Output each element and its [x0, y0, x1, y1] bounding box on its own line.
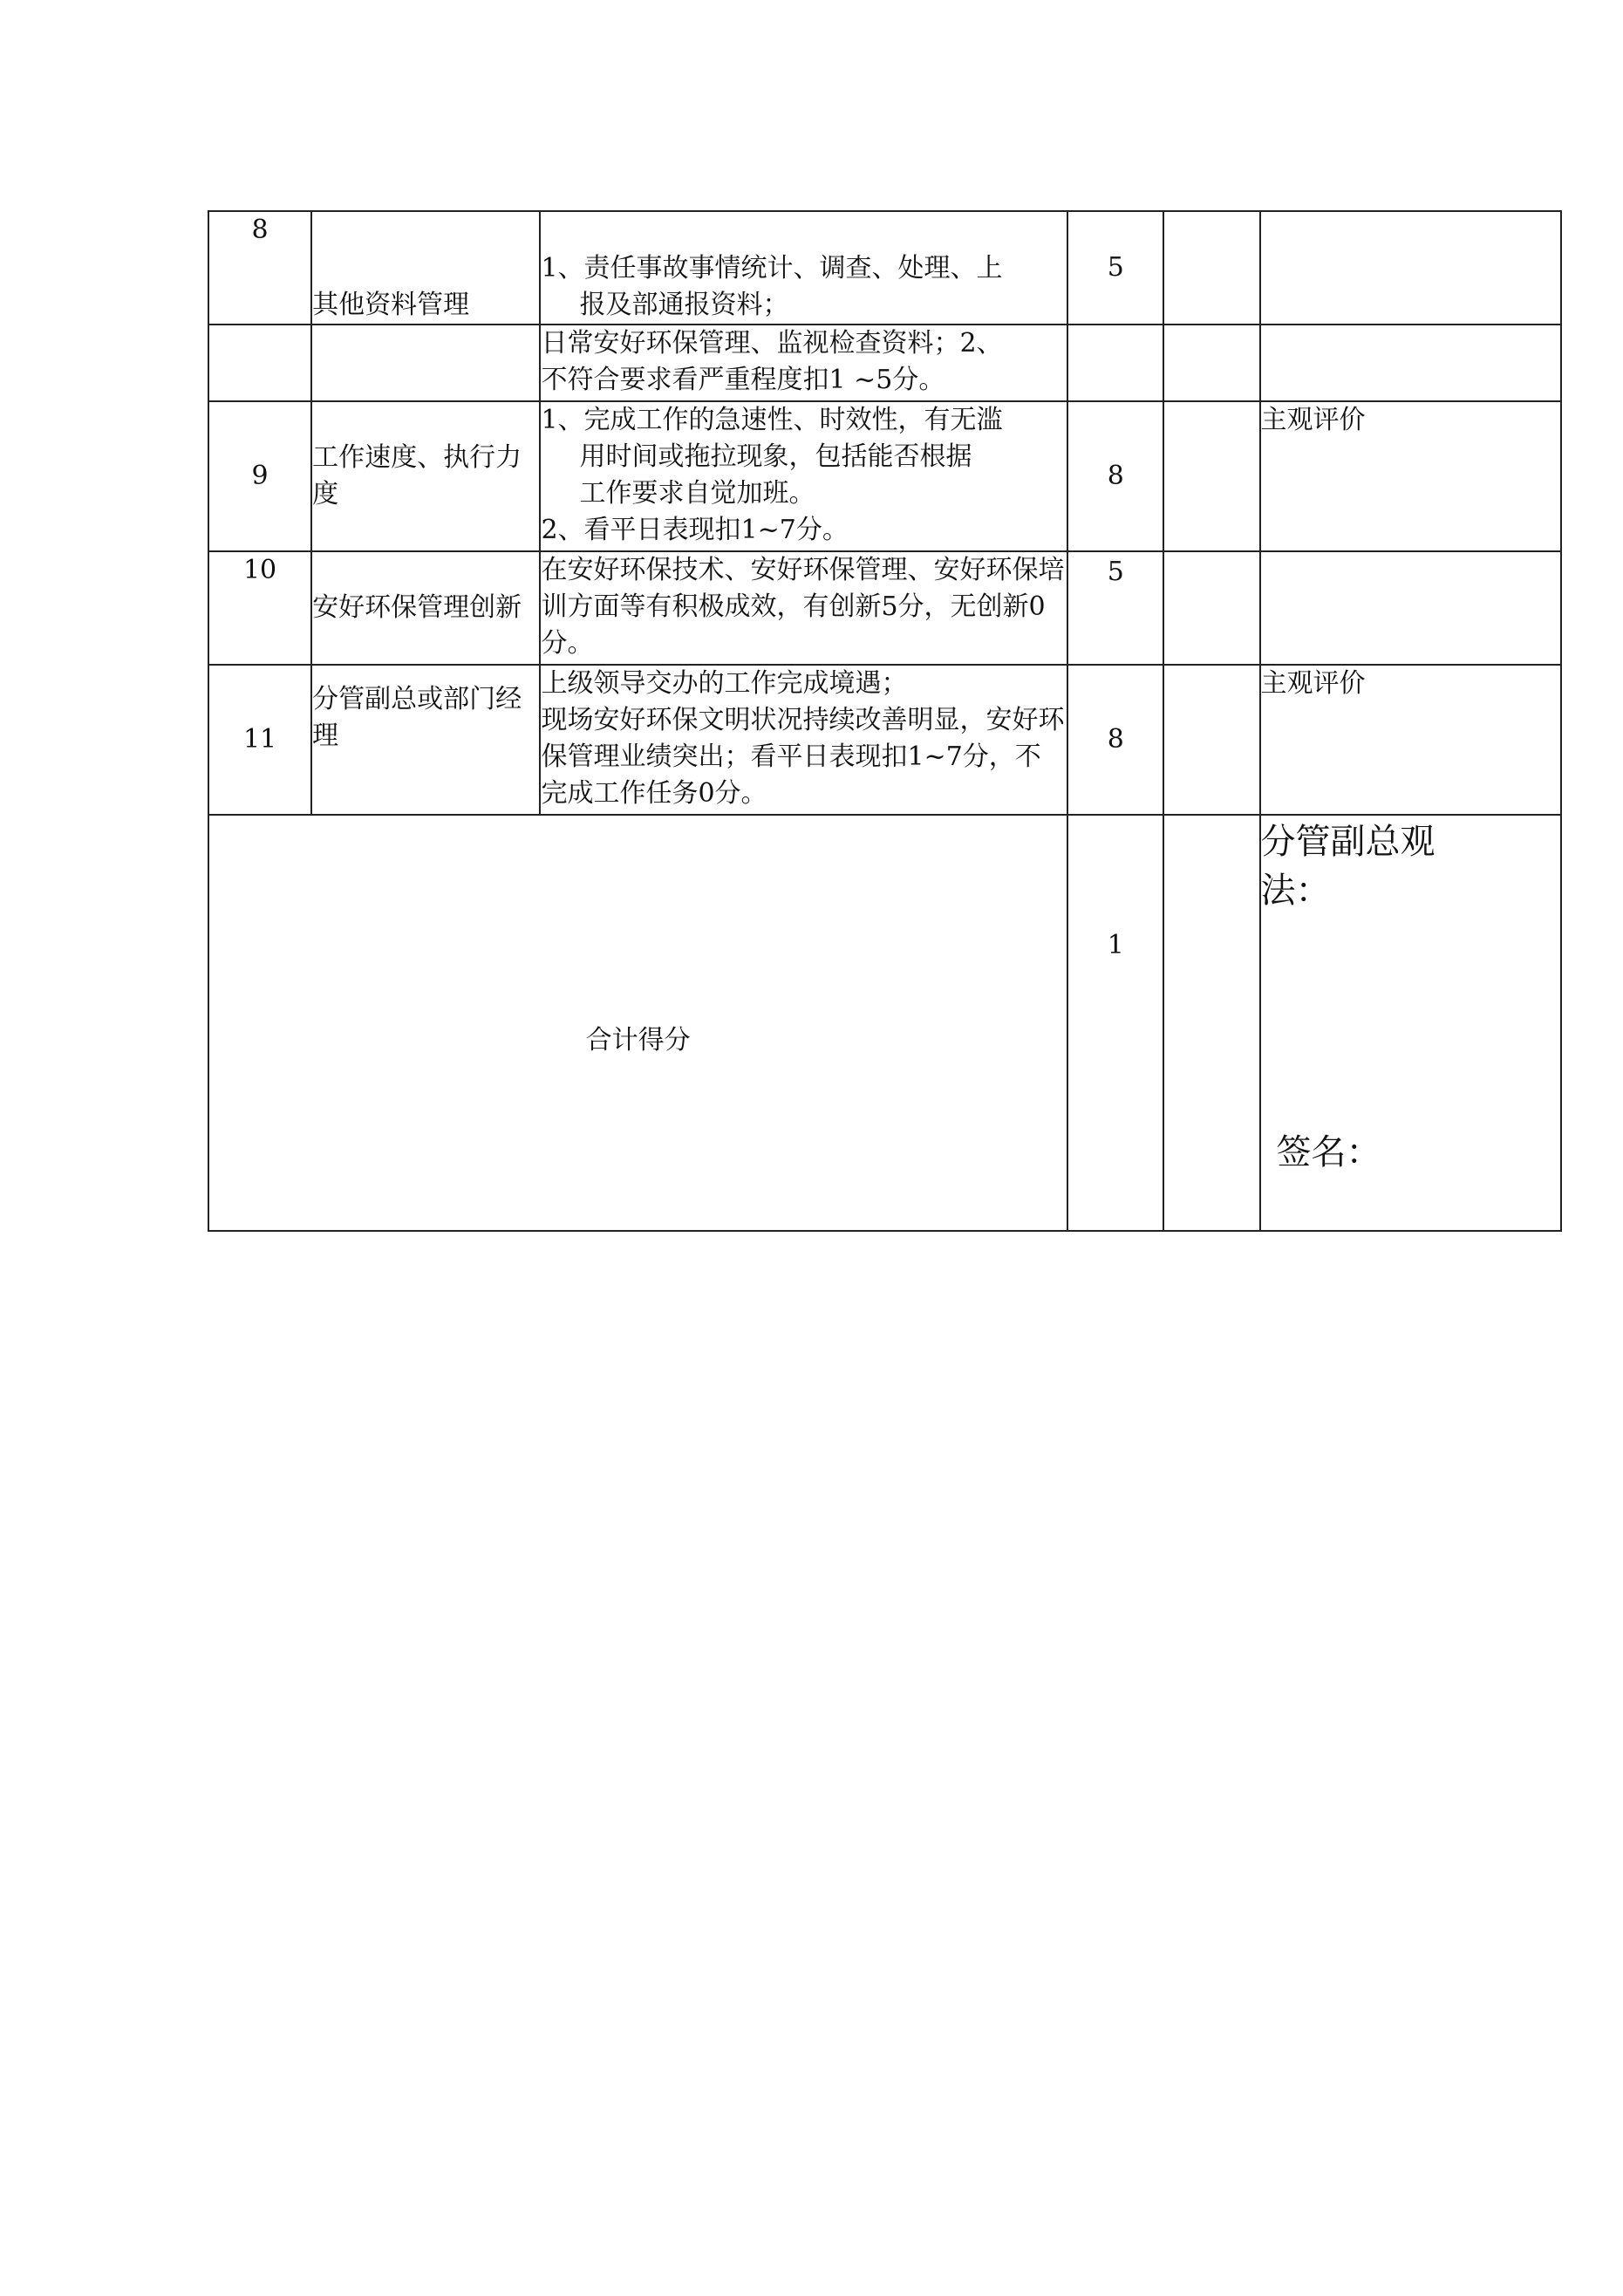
description-line: 工作要求自觉加班。 — [579, 478, 815, 509]
total-score: 1 — [1067, 815, 1163, 1231]
table-row — [208, 401, 1561, 551]
description-line: 不符合要求看严重程度扣1 ~5分。 — [541, 365, 945, 395]
item-name: 其他资料管理 — [311, 211, 540, 325]
got-score-cell — [1163, 551, 1259, 665]
item-description — [540, 211, 1067, 325]
opinion-cell — [1260, 815, 1561, 1231]
assessment-table — [208, 210, 1562, 1232]
remark-cell — [1260, 325, 1561, 401]
score-value: 8 — [1067, 401, 1163, 551]
item-name: 分管副总或部门经理 — [311, 665, 540, 815]
got-score-cell — [1163, 665, 1259, 815]
score-value — [1067, 325, 1163, 401]
table-row — [208, 551, 1561, 665]
item-name — [311, 325, 540, 401]
signature-label: 签名： — [1276, 1132, 1381, 1172]
item-description — [540, 325, 1067, 401]
row-number — [208, 325, 311, 401]
description-line: 日常安好环保管理、监视检查资料；2、 — [541, 328, 1003, 359]
item-name: 工作速度、执行力度 — [311, 401, 540, 551]
got-score-cell — [1163, 325, 1259, 401]
total-label: 合计得分 — [208, 815, 1067, 1231]
score-value: 8 — [1067, 665, 1163, 815]
remark-cell: 主观评价 — [1260, 401, 1561, 551]
table-row — [208, 665, 1561, 815]
table-row — [208, 211, 1561, 325]
description-line: 现场安好环保文明状况持续改善明显，安好环保管理业绩突出；看平日表现扣1~7分，不完成工作任务0分。 — [541, 705, 1065, 809]
row-number: 9 — [208, 401, 311, 551]
item-name: 安好环保管理创新 — [311, 551, 540, 665]
score-value: 5 — [1067, 211, 1163, 325]
got-score-cell — [1163, 211, 1259, 325]
remark-cell: 主观评价 — [1260, 665, 1561, 815]
total-got-score-cell — [1163, 815, 1259, 1231]
description-line: 用时间或拖拉现象，包括能否根据 — [579, 441, 972, 472]
description-line: 报及部通报资料； — [579, 290, 789, 320]
row-number: 8 — [208, 211, 311, 325]
table-row — [208, 325, 1561, 401]
description-line: 1、完成工作的急速性、时效性，有无滥 — [541, 405, 1003, 435]
row-number: 10 — [208, 551, 311, 665]
description-line: 1、责任事故事情统计、调查、处理、上 — [541, 253, 1003, 284]
remark-cell — [1260, 551, 1561, 665]
row-number: 11 — [208, 665, 311, 815]
remark-cell — [1260, 211, 1561, 325]
item-description: 在安好环保技术、安好环保管理、安好环保培训方面等有积极成效，有创新5分，无创新0分。 — [540, 551, 1067, 665]
got-score-cell — [1163, 401, 1259, 551]
description-line: 2、看平日表现扣1~7分。 — [541, 515, 849, 545]
item-description — [540, 665, 1067, 815]
total-row — [208, 815, 1561, 1231]
description-line: 上级领导交办的工作完成境遇； — [541, 668, 908, 699]
score-value: 5 — [1067, 551, 1163, 665]
opinion-label: 分管副总观法： — [1260, 822, 1435, 911]
item-description — [540, 401, 1067, 551]
